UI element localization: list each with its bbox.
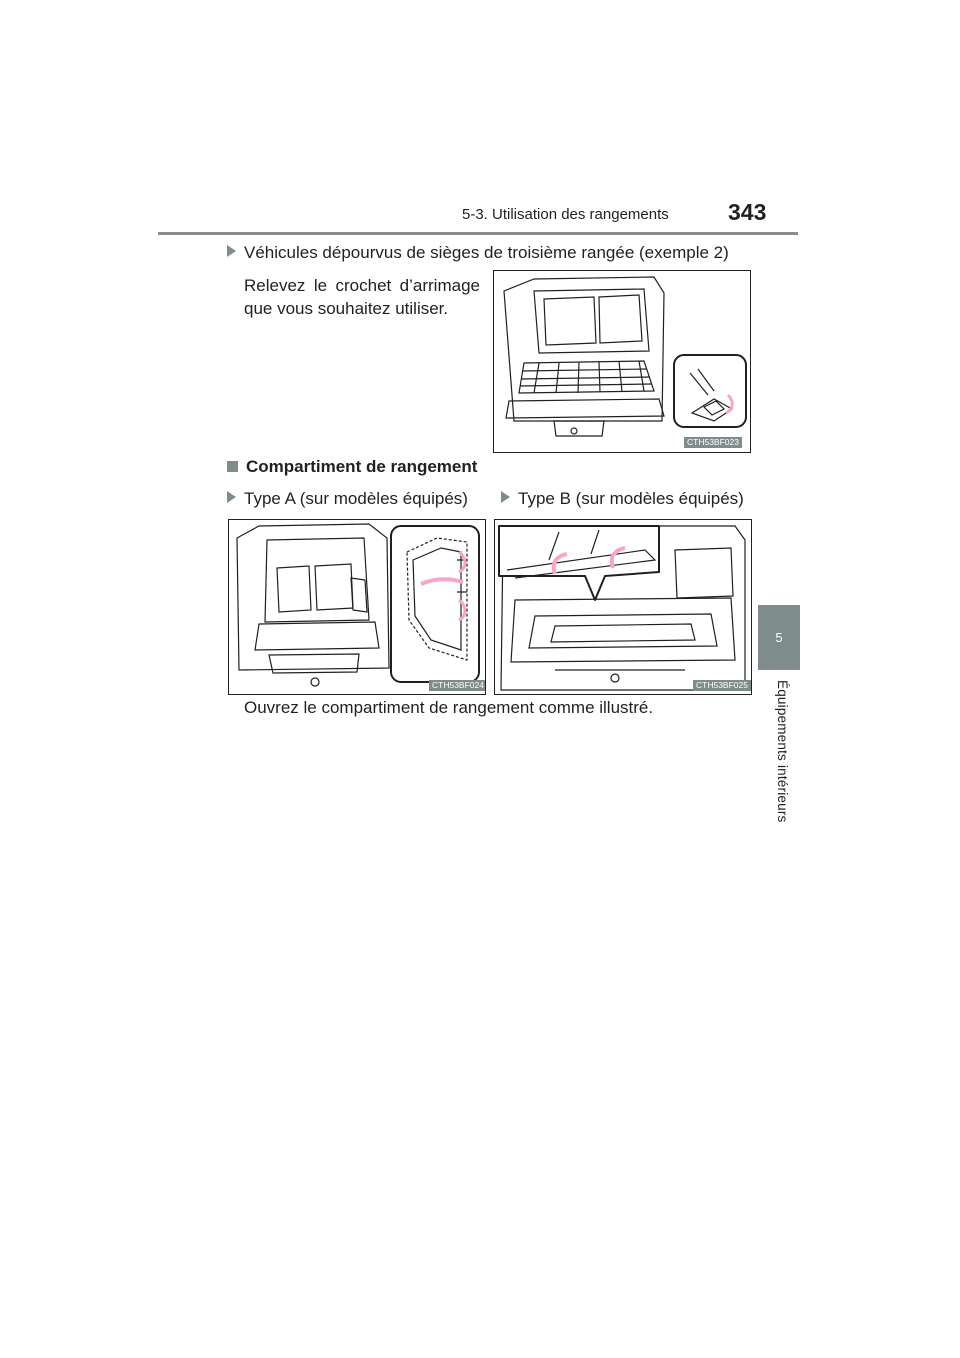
instruction-open-compartment: Ouvrez le compartiment de rangement comme illustré.	[244, 698, 654, 717]
bullet-vehicles-without-third-row: Véhicules dépourvus de sièges de troisième rangée (exemple 2)	[227, 243, 729, 263]
heading-storage-compartment: Compartiment de rangement	[227, 457, 477, 477]
type-a-illustration	[229, 520, 485, 694]
chapter-label: Équipements intérieurs	[775, 680, 790, 823]
bullet-type-a: Type A (sur modèles équipés)	[227, 489, 468, 509]
figure-code: CTH53BF024	[429, 680, 486, 691]
square-bullet-icon	[227, 461, 238, 472]
figure-type-a	[228, 519, 486, 695]
chapter-number: 5	[775, 630, 783, 645]
triangle-right-icon	[227, 245, 236, 257]
type-b-illustration	[495, 520, 751, 694]
bullet-type-b: Type B (sur modèles équipés)	[501, 489, 744, 509]
figure-cargo-net-hook	[493, 270, 751, 453]
header-section-title: 5-3. Utilisation des rangements	[462, 206, 669, 223]
page-number: 343	[728, 199, 767, 225]
chapter-tab	[758, 605, 800, 670]
figure-code: CTH53BF023	[684, 437, 742, 448]
figure-type-b	[494, 519, 752, 695]
triangle-right-icon	[501, 491, 510, 503]
instruction-raise-hook: Relevez le crochet d’arrimage que vous souhaitez utiliser.	[244, 276, 480, 318]
cargo-area-illustration	[494, 271, 750, 452]
figure-code: CTH53BF025	[693, 680, 751, 691]
triangle-right-icon	[227, 491, 236, 503]
header-rule	[158, 232, 798, 235]
